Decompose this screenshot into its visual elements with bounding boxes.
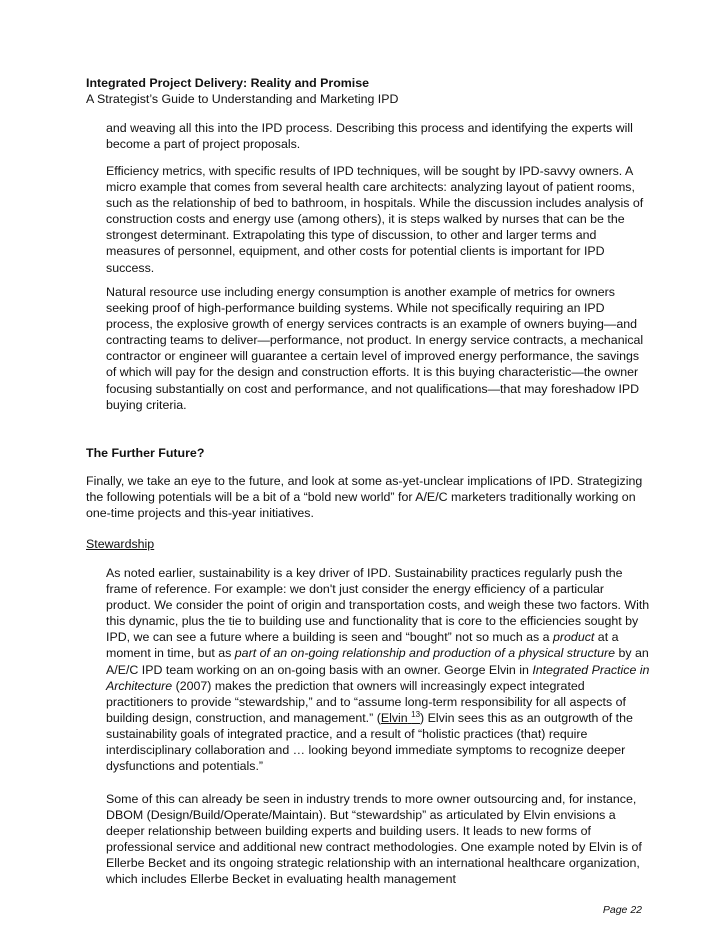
- paragraph-text: Efficiency metrics, with specific results of IPD techniques, will be sought by IPD-savvy owners. A micro example that comes from several health care architects: analyzing layout of patient rooms, such as the relationship of bed to bathroom, in hospitals. While the discussion includes analysis of construction costs and energy use (among others), it is steps walked by nurses that can be the strongest determinant. Extrapolating this type of discussion, to other and larger terms and measures of personnel, equipment, and other costs for potential clients is important for IPD success.: [106, 164, 644, 275]
- paragraph-text: Finally, we take an eye to the future, and look at some as-yet-unclear implications of IPD. Strategizing the following potentials will be a bit of a “bold new world” for A/E/C marketers traditionally working on one-time projects and this-year initiatives.: [86, 474, 643, 521]
- text-run: As noted earlier, sustainability is a key driver of IPD. Sustainability practices regularly push the frame of reference. For example: we don't just consider the energy efficiency of a particular product. We consider the point of origin and transportation costs, and weigh these two factors. With this dynamic, plus the tie to building use and functionality that is core to the efficiencies sought by IPD, we can see a future where a building is seen and “bought” not so much as a: [106, 566, 650, 645]
- paragraph-natural-resource: [106, 284, 651, 413]
- text-run: (2007) makes the prediction that owners will increasingly expect integrated practitioners to provide “stewardship,” and to “assume long-term responsibility for all aspects of building design, construction, and management.” (: [106, 678, 626, 725]
- running-header: [86, 75, 398, 107]
- paragraph-text: and weaving all this into the IPD process. Describing this process and identifying the experts will become a part of project proposals.: [106, 121, 633, 152]
- paragraph-text: [106, 565, 651, 774]
- paragraph-text: Natural resource use including energy consumption is another example of metrics for owners seeking proof of high-performance building systems. While not specifically requiring an IPD process, the explosive growth of energy services contracts is an example of owners buying—and contracting teams to deliver—performance, not product. In energy service contracts, a mechanical contractor or engineer will guarantee a certain level of improved energy performance, the savings of which will pay for the design and construction efforts. It is this buying characteristic—the owner focusing substantially on cost and performance, and not qualifications—that may foreshadow IPD buying criteria.: [106, 285, 644, 412]
- text-run: at a moment in time, but as: [106, 630, 619, 661]
- book-title: Integrated Practice in Architecture: [106, 662, 650, 693]
- paragraph-efficiency-metrics: [106, 163, 651, 276]
- citation-author[interactable]: Elvin: [380, 710, 408, 725]
- italic-phrase: part of an on-going relationship and production of a physical structure: [234, 646, 615, 661]
- section-intro: [86, 473, 651, 521]
- paragraph-stewardship-2: [106, 791, 651, 888]
- italic-term: product: [553, 630, 595, 645]
- subsection-heading: Stewardship: [86, 537, 155, 551]
- page-number: Page 22: [602, 904, 642, 916]
- paragraph-text: Some of this can already be seen in industry trends to more owner outsourcing and, for instance, DBOM (Design/Build/Operate/Maintain). But “stewardship” as articulated by Elvin envisions a deeper relationship between building experts and building users. It leads to new forms of professional service and additional new contract methodologies. One example noted by Elvin is of Ellerbe Becket and its ongoing strategic relationship with an international healthcare organization, which includes Ellerbe Becket in evaluating health management: [106, 792, 642, 887]
- document-subtitle: A Strategist’s Guide to Understanding and Marketing IPD: [86, 92, 399, 106]
- paragraph-continuation: [106, 120, 651, 152]
- paragraph-stewardship-1: [106, 565, 651, 774]
- footnote-ref[interactable]: 13: [411, 709, 421, 719]
- section-heading: The Further Future?: [86, 446, 205, 460]
- text-run: ) Elvin sees this as an outgrowth of the sustainability goals of integrated practice, and a result of “holistic practices (that) require interdisciplinary collaboration and … looking beyond immediate symptoms to recognize deeper dysfunctions and potentials.”: [106, 710, 633, 774]
- document-title: Integrated Project Delivery: Reality and Promise: [86, 76, 370, 90]
- citation-link[interactable]: [381, 711, 420, 725]
- text-run: by an A/E/C IPD team working on an on-going basis with an owner. George Elvin in: [106, 646, 649, 677]
